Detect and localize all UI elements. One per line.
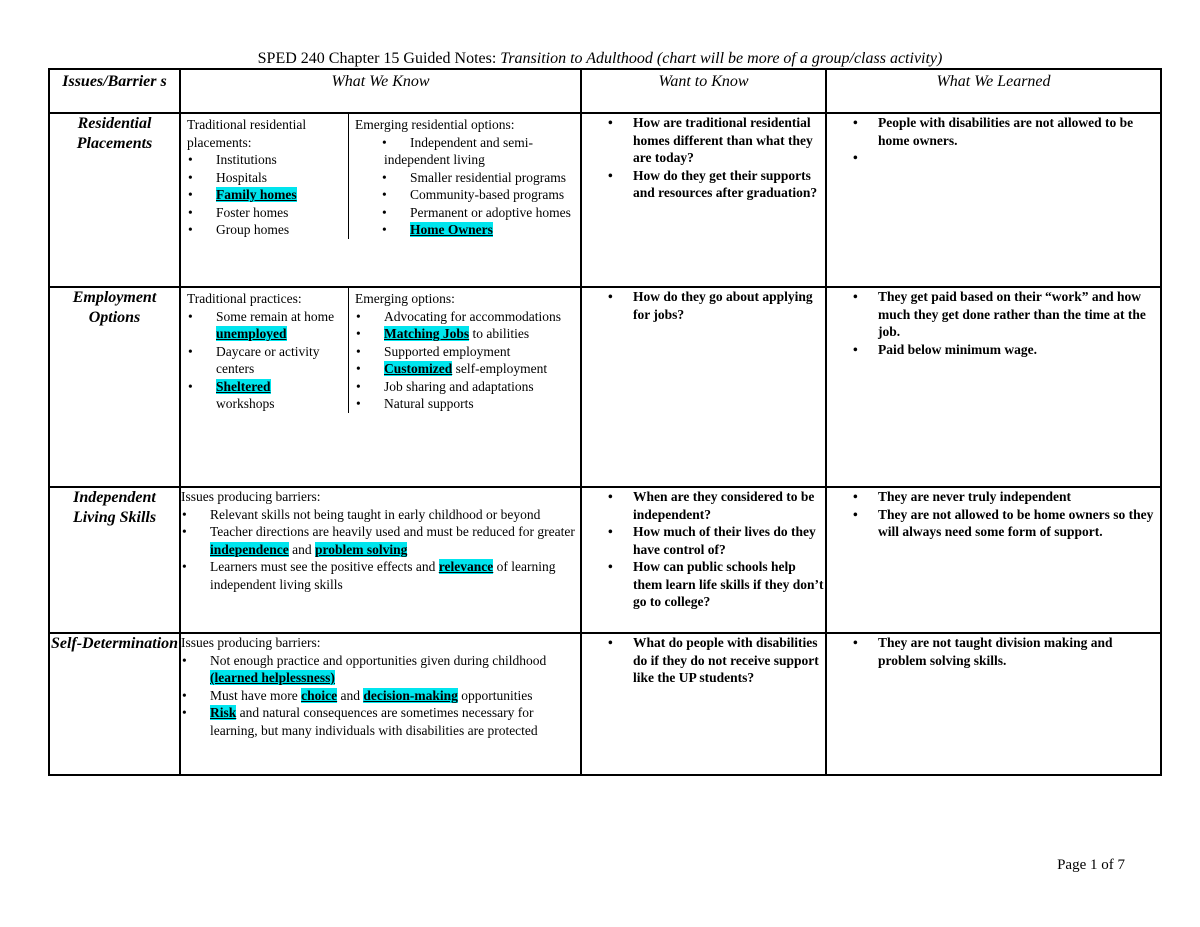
list-item: [181, 523, 580, 558]
list-item: • Relevant skills not being taught in early childhood or beyond: [181, 506, 580, 524]
list-item: [187, 186, 342, 204]
list-item: • Advocating for accommodations: [355, 308, 574, 326]
highlighted-term: Customized: [384, 361, 453, 376]
table-row-residential: [49, 113, 1161, 287]
table-row-independent-living: [49, 487, 1161, 633]
learned-cell-independent-living: [826, 487, 1161, 633]
traditional-residential-head: Traditional residential placements:: [187, 117, 307, 150]
list-item: • Permanent or adoptive homes: [355, 204, 574, 222]
list-item: • They are not allowed to be home owners so they will always need some form of support.: [821, 506, 1160, 541]
list-item: [181, 687, 580, 705]
title-colon: :: [491, 50, 497, 67]
list-item: [181, 558, 580, 593]
title-prefix: SPED 240 Chapter 15 Guided Notes: [257, 50, 492, 67]
want-cell-self-determination: [581, 633, 826, 775]
emerging-residential: [349, 114, 580, 239]
highlighted-term: Risk: [210, 705, 237, 720]
traditional-residential: [181, 114, 349, 239]
highlighted-term: (learned helplessness): [210, 670, 335, 685]
title-subtitle: Transition to Adulthood (chart will be more of a group/class activity): [496, 50, 943, 67]
header-want-to-know: Want to Know: [581, 69, 826, 113]
list-item: • Foster homes: [187, 204, 342, 222]
list-item: • How much of their lives do they have control of?: [576, 523, 825, 558]
list-item: • What do people with disabilities do if they do not receive support like the UP students?: [576, 634, 825, 687]
document-title: [0, 49, 1200, 69]
learned-cell-employment: [826, 287, 1161, 487]
header-what-we-learned: What We Learned: [826, 69, 1161, 113]
list-item: • They get paid based on their “work” and how much they get done rather than the time at the job.: [821, 288, 1160, 341]
issue-self-determination: Self-Determination: [49, 633, 180, 775]
list-item: • When are they considered to be independent?: [576, 488, 825, 523]
item-text: workshops: [216, 396, 275, 411]
list-item: [355, 360, 574, 378]
barriers-head: Issues producing barriers:: [181, 489, 321, 504]
highlighted-term: decision-making: [363, 687, 458, 703]
header-what-we-know: What We Know: [180, 69, 581, 113]
guided-notes-table: [48, 68, 1162, 776]
page-number: Page 1 of 7: [1057, 857, 1125, 873]
header-issues: Issues/Barrier s: [49, 69, 180, 113]
list-item: [181, 704, 580, 739]
barriers-head: Issues producing barriers:: [181, 635, 321, 650]
emerging-residential-head: Emerging residential options:: [355, 117, 515, 132]
know-cell-residential: [180, 113, 581, 287]
list-item: • Community-based programs: [355, 186, 574, 204]
list-item: [187, 378, 342, 413]
highlighted-term: Matching Jobs: [384, 326, 470, 341]
highlighted-term: Sheltered: [216, 378, 271, 394]
want-cell-residential: [581, 113, 826, 287]
traditional-practices: [181, 288, 349, 413]
issue-independent-living: Independent Living Skills: [49, 487, 180, 633]
list-item: • Natural supports: [355, 395, 574, 413]
list-item: • Independent and semi-independent living: [355, 134, 574, 169]
item-text: and natural consequences are sometimes necessary for learning, but many individuals with disabilities are protected: [210, 705, 538, 738]
highlighted-term: unemployed: [216, 326, 287, 341]
highlighted-term: Home Owners: [410, 222, 493, 237]
item-text: Learners must see the positive effects and: [210, 559, 439, 574]
item-text: of learning independent living skills: [210, 559, 556, 592]
item-text: Some remain at home: [216, 308, 335, 324]
want-cell-employment: [581, 287, 826, 487]
table-row-self-determination: [49, 633, 1161, 775]
header-row: [49, 69, 1161, 113]
want-cell-independent-living: [581, 487, 826, 633]
emerging-options: [349, 288, 580, 413]
emerging-options-head: Emerging options:: [355, 291, 455, 306]
list-item: • Supported employment: [355, 343, 574, 361]
item-text: and: [288, 541, 316, 557]
item-text: opportunities: [457, 687, 533, 703]
item-text: Teacher directions are heavily used and must be reduced for greater: [210, 524, 575, 539]
list-item: [181, 652, 580, 687]
list-item: • People with disabilities are not allowed to be home owners.: [821, 114, 1160, 149]
list-item: • How can public schools help them learn life skills if they don’t go to college?: [576, 558, 825, 611]
item-text: to abilities: [469, 326, 530, 341]
know-cell-self-determination: [180, 633, 581, 775]
issue-residential: Residential Placements: [49, 113, 180, 287]
list-item: [187, 308, 342, 343]
item-text: Not enough practice and opportunities given during childhood: [210, 652, 547, 668]
list-item: • They are not taught division making and problem solving skills.: [821, 634, 1160, 669]
traditional-practices-head: Traditional practices:: [187, 291, 302, 306]
list-item: • They are never truly independent: [821, 488, 1160, 506]
know-cell-independent-living: [180, 487, 581, 633]
list-item: [355, 221, 574, 239]
learned-cell-self-determination: [826, 633, 1161, 775]
highlighted-term: independence: [210, 541, 289, 557]
list-item: • How do they get their supports and resources after graduation?: [576, 167, 825, 202]
list-item: [355, 325, 574, 343]
list-item: • Group homes: [187, 221, 342, 239]
list-item: • Institutions: [187, 151, 342, 169]
list-item: • Job sharing and adaptations: [355, 378, 574, 396]
list-item: • Daycare or activity centers: [187, 343, 342, 378]
item-text: self-employment: [452, 361, 548, 376]
list-item: • Smaller residential programs: [355, 169, 574, 187]
list-item: • How are traditional residential homes different than what they are today?: [576, 114, 825, 167]
list-item: • Paid below minimum wage.: [821, 341, 1160, 359]
highlighted-term: choice: [301, 687, 338, 703]
highlighted-term: Family homes: [216, 187, 297, 202]
learned-cell-residential: [826, 113, 1161, 287]
know-cell-employment: [180, 287, 581, 487]
item-text: Must have more: [210, 687, 302, 703]
highlighted-term: relevance: [438, 559, 494, 574]
item-text: and: [337, 687, 364, 703]
list-item: • Hospitals: [187, 169, 342, 187]
highlighted-term: problem solving: [315, 541, 408, 557]
list-item: • How do they go about applying for jobs?: [576, 288, 825, 323]
issue-employment: Employment Options: [49, 287, 180, 487]
table-row-employment: [49, 287, 1161, 487]
